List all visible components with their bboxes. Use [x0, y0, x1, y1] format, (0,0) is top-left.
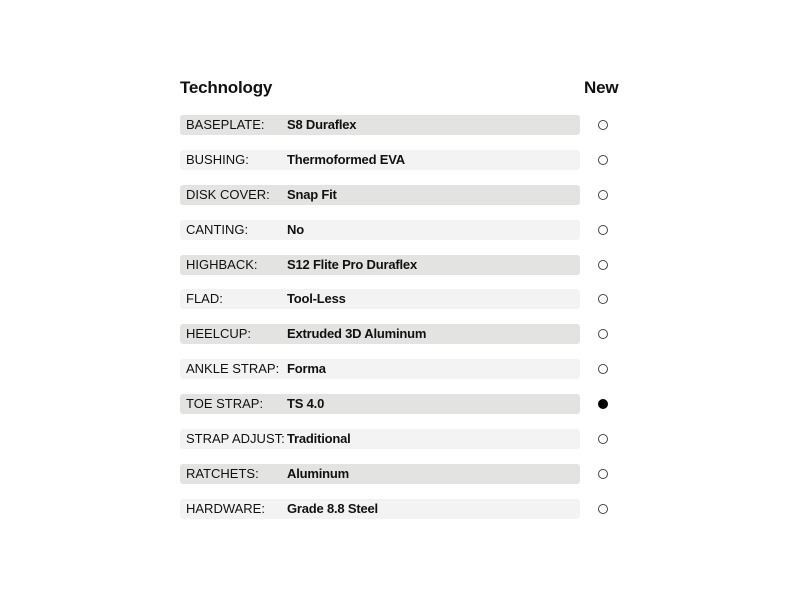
spec-label: CANTING:: [186, 221, 249, 237]
new-radio-button[interactable]: [598, 504, 608, 514]
new-radio-button[interactable]: [598, 260, 608, 270]
spec-value: S12 Flite Pro Duraflex: [287, 256, 417, 272]
spec-value: S8 Duraflex: [287, 117, 357, 132]
spec-label: BUSHING:: [186, 151, 249, 167]
spec-label: RATCHETS:: [186, 465, 259, 481]
spec-value: Snap Fit: [287, 186, 337, 202]
spec-row: [180, 359, 625, 379]
table-header: [180, 78, 625, 102]
spec-row: [180, 115, 625, 135]
new-radio-button[interactable]: [598, 120, 608, 130]
spec-label: HARDWARE:: [186, 500, 265, 516]
spec-label: TOE STRAP:: [186, 396, 264, 412]
spec-row: [180, 394, 625, 414]
spec-rows: [180, 115, 625, 519]
spec-row: [180, 289, 625, 309]
spec-row-background: [180, 289, 580, 309]
spec-row: [180, 464, 625, 484]
spec-value: Grade 8.8 Steel: [287, 500, 378, 516]
new-radio-button[interactable]: [598, 364, 608, 374]
spec-value: Extruded 3D Aluminum: [287, 326, 427, 342]
spec-row: [180, 150, 625, 170]
spec-label: HEELCUP:: [186, 326, 252, 342]
spec-value: TS 4.0: [287, 396, 325, 412]
spec-value: Forma: [287, 361, 326, 377]
technology-heading: Technology: [180, 78, 273, 97]
spec-row: [180, 255, 625, 275]
spec-row: [180, 220, 625, 240]
spec-label: BASEPLATE:: [186, 117, 265, 132]
spec-value: Traditional: [287, 431, 351, 447]
new-radio-button[interactable]: [598, 294, 608, 304]
spec-row: [180, 429, 625, 449]
spec-label: FLAD:: [186, 291, 223, 307]
spec-value: Tool-Less: [287, 291, 346, 307]
spec-row: [180, 185, 625, 205]
spec-value: Thermoformed EVA: [287, 151, 405, 167]
new-radio-button[interactable]: [598, 329, 608, 339]
spec-label: DISK COVER:: [186, 186, 270, 202]
new-radio-button[interactable]: [598, 190, 608, 200]
technology-spec-table: [180, 78, 625, 534]
new-radio-button[interactable]: [598, 434, 608, 444]
spec-label: STRAP ADJUST:: [186, 431, 285, 447]
spec-label: ANKLE STRAP:: [186, 361, 280, 377]
spec-value: Aluminum: [287, 465, 349, 481]
spec-label: HIGHBACK:: [186, 256, 258, 272]
new-column-heading: New: [584, 78, 619, 97]
spec-value: No: [287, 221, 304, 237]
spec-row: [180, 324, 625, 344]
new-radio-button[interactable]: [598, 225, 608, 235]
new-radio-button[interactable]: [598, 399, 608, 409]
spec-row: [180, 499, 625, 519]
new-radio-button[interactable]: [598, 469, 608, 479]
new-radio-button[interactable]: [598, 155, 608, 165]
